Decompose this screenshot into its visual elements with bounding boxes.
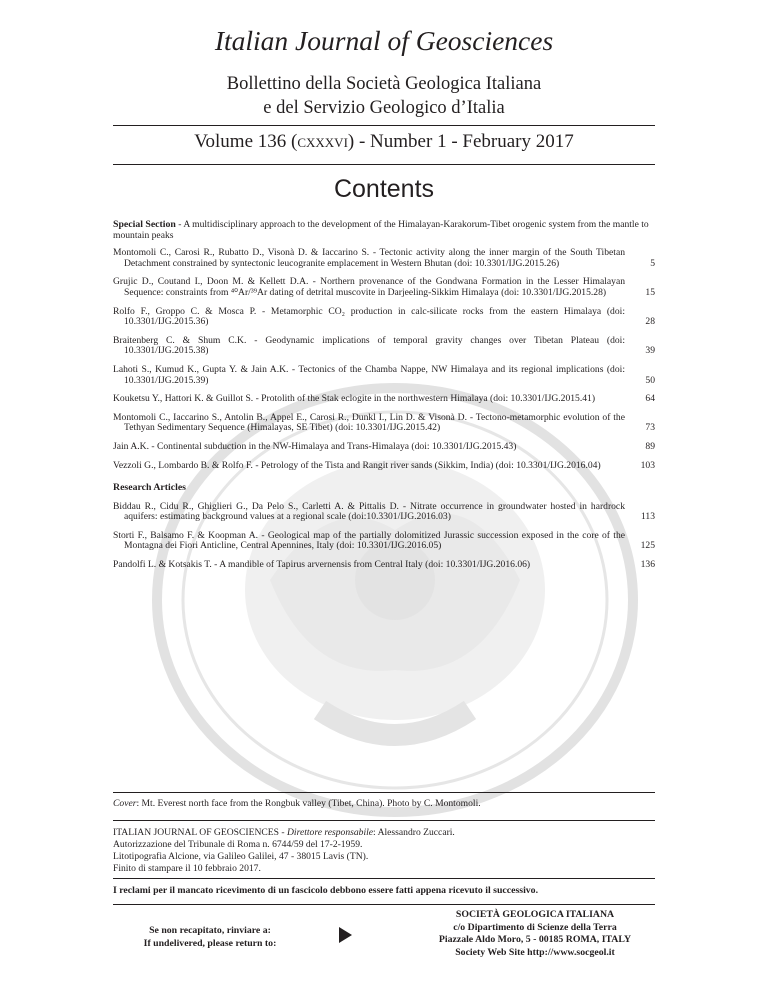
toc-entry — [113, 365, 655, 386]
cover-label: Cover — [113, 798, 137, 809]
toc-entry-text: Kouketsu Y., Hattori K. & Guillot S. - Protolith of the Stak eclogite in the northwestern Himalaya (doi: 10.3301/IJG.2015.41) — [113, 393, 596, 405]
volume-roman: cxxxvi — [297, 131, 348, 152]
return-line: Se non recapitato, rinviare a: — [149, 925, 271, 936]
toc-entry — [113, 461, 655, 472]
toc-page-number: 28 — [645, 316, 655, 328]
divider — [113, 878, 655, 879]
toc-page-number: 89 — [645, 440, 655, 452]
volume-line — [0, 131, 768, 153]
toc-entry — [113, 531, 655, 552]
special-section-intro — [113, 220, 655, 241]
return-label — [105, 925, 315, 950]
toc-page-number: 5 — [650, 257, 655, 269]
editorial-line: Finito di stampare il 10 febbraio 2017. — [113, 863, 261, 874]
toc-page-number: 103 — [640, 459, 655, 471]
toc-entry-text: Biddau R., Cidu R., Ghiglieri G., Da Pelo S., Carletti A. & Pittalis D. - Nitrate occurrence in groundwater hosted in hardrock aquifers: estimating background values at a regional scale (doi:10.3301/IJG.2016.03) — [113, 500, 625, 523]
claims-notice: I reclami per il mancato ricevimento di un fascicolo debbono essere fatti appena ricevuto il successivo. — [113, 885, 539, 896]
toc-page-number: 15 — [645, 286, 655, 298]
toc-entry — [113, 413, 655, 434]
research-articles-label: Research Articles — [113, 482, 186, 494]
subtitle-line: e del Servizio Geologico d’Italia — [263, 98, 505, 118]
toc-entry-text: Braitenberg C. & Shum C.K. - Geodynamic implications of temporal gravity changes over Tibetan Plateau (doi: 10.3301/IJG.2015.38) — [113, 334, 625, 357]
special-section-list — [113, 248, 655, 471]
editorial-role: Direttore responsabile — [286, 827, 374, 838]
toc-entry-text: Vezzoli G., Lombardo B. & Rolfo F. - Petrology of the Tista and Rangit river sands (Sikkim, India) (doi: 10.3301/IJG.2016.04) — [113, 459, 601, 471]
toc-entry — [113, 394, 655, 405]
toc-entry — [113, 560, 655, 571]
table-of-contents — [113, 220, 655, 579]
return-line: If undelivered, please return to: — [143, 937, 277, 949]
toc-entry — [113, 442, 655, 453]
divider — [113, 820, 655, 821]
editorial-text: ITALIAN JOURNAL OF GEOSCIENCES - — [113, 827, 287, 838]
toc-entry — [113, 336, 655, 357]
toc-page-number: 39 — [645, 345, 655, 357]
toc-entry-text: Rolfo F., Groppo C. & Mosca P. - Metamorphic CO₂ production in calc-silicate rocks from the eastern Himalaya (doi: 10.3301/IJG.2015.36) — [113, 305, 625, 328]
toc-entry-text: Lahoti S., Kumud K., Gupta Y. & Jain A.K. - Tectonics of the Chamba Nappe, NW Himalaya and its regional implications (doi: 10.3301/IJG.2015.39) — [113, 363, 625, 386]
toc-entry — [113, 248, 655, 269]
toc-page-number: 73 — [645, 422, 655, 434]
society-address — [400, 909, 670, 959]
society-line: SOCIETÀ GEOLOGICA ITALIANA — [455, 909, 615, 920]
toc-entry-text: Pandolfi L. & Kotsakis T. - A mandible of Tapirus arvernensis from Central Italy (doi: 10.3301/IJG.2016.06) — [113, 559, 531, 571]
editorial-line: Autorizzazione del Tribunale di Roma n. 6744/59 del 17-2-1959. — [113, 839, 363, 850]
toc-entry — [113, 277, 655, 298]
journal-title: Italian Journal of Geosciences — [214, 25, 554, 56]
society-line: Society Web Site http://www.socgeol.it — [455, 946, 615, 958]
toc-entry-text: Montomoli C., Carosi R., Rubatto D., Visonà D. & Iaccarino S. - Tectonic activity along the inner margin of the South Tibetan Detachment constrained by syntectonic leucogranite emplacement in Western Bhutan (doi: 10.3301/IJG.2015.26) — [113, 247, 625, 269]
toc-entry-text: Jain A.K. - Continental subduction in the NW-Himalaya and Trans-Himalaya (doi: 10.3301/IJG.2015.43) — [113, 440, 517, 452]
subtitle-line: Bollettino della Società Geologica Italiana — [226, 74, 542, 94]
toc-entry-text: Storti F., Balsamo F. & Koopman A. - Geological map of the partially dolomitized Jurassic succession exposed in the core of the Montagna dei Fiori Anticline, Central Apennines, Italy (doi: 10.3301/IJG.2016.05) — [113, 529, 625, 552]
toc-page-number: 50 — [645, 374, 655, 386]
editorial-text: : Alessandro Zuccari. — [373, 827, 455, 838]
research-articles-list — [113, 502, 655, 571]
divider — [113, 125, 655, 126]
toc-entry — [113, 307, 655, 328]
journal-subtitle — [0, 72, 768, 120]
toc-page-number: 113 — [640, 511, 655, 523]
toc-page-number: 64 — [645, 393, 655, 405]
divider — [113, 164, 655, 165]
special-section-label: Special Section — [113, 219, 176, 230]
cover-text: : Mt. Everest north face from the Rongbuk valley (Tibet, China). Photo by C. Montomoli. — [136, 798, 481, 809]
cover-caption — [113, 798, 655, 809]
society-line: c/o Dipartimento di Scienze della Terra — [453, 921, 617, 933]
editorial-info — [113, 827, 655, 875]
volume-text: ) - Number 1 - February 2017 — [347, 131, 574, 152]
divider — [113, 904, 655, 905]
contents-heading: Contents — [333, 175, 435, 203]
society-line: Piazzale Aldo Moro, 5 - 00185 ROMA, ITALY — [438, 934, 632, 945]
editorial-line — [113, 827, 655, 839]
toc-page-number: 136 — [640, 559, 655, 571]
special-section-text: - A multidisciplinary approach to the development of the Himalayan-Karakorum-Tibet orogenic system from the mantle to mountain peaks — [113, 219, 649, 241]
right-triangle-icon — [339, 927, 352, 943]
toc-entry — [113, 502, 655, 523]
divider — [113, 792, 655, 793]
editorial-line: Litotipografia Alcione, via Galileo Galilei, 47 - 38015 Lavis (TN). — [113, 851, 369, 862]
volume-text: Volume 136 ( — [194, 131, 298, 152]
toc-entry-text: Grujic D., Coutand I., Doon M. & Kellett D.A. - Northern provenance of the Gondwana Formation in the Lesser Himalayan Sequence: constraints from ⁴⁰Ar/³⁹Ar dating of detrital muscovite in Darjeeling-Sikkim Himalaya (doi: 10.3301/IJG.2015.28) — [113, 276, 625, 298]
toc-page-number: 125 — [640, 540, 655, 552]
toc-entry-text: Montomoli C., Iaccarino S., Antolin B., Appel E., Carosi R., Dunkl I., Lin D. & Visonà D. - Tectono-metamorphic evolution of the Tethyan Sedimentary Sequence (Himalayas, SE Tibet) (doi: 10.3301/IJG.2015.42) — [113, 411, 625, 434]
